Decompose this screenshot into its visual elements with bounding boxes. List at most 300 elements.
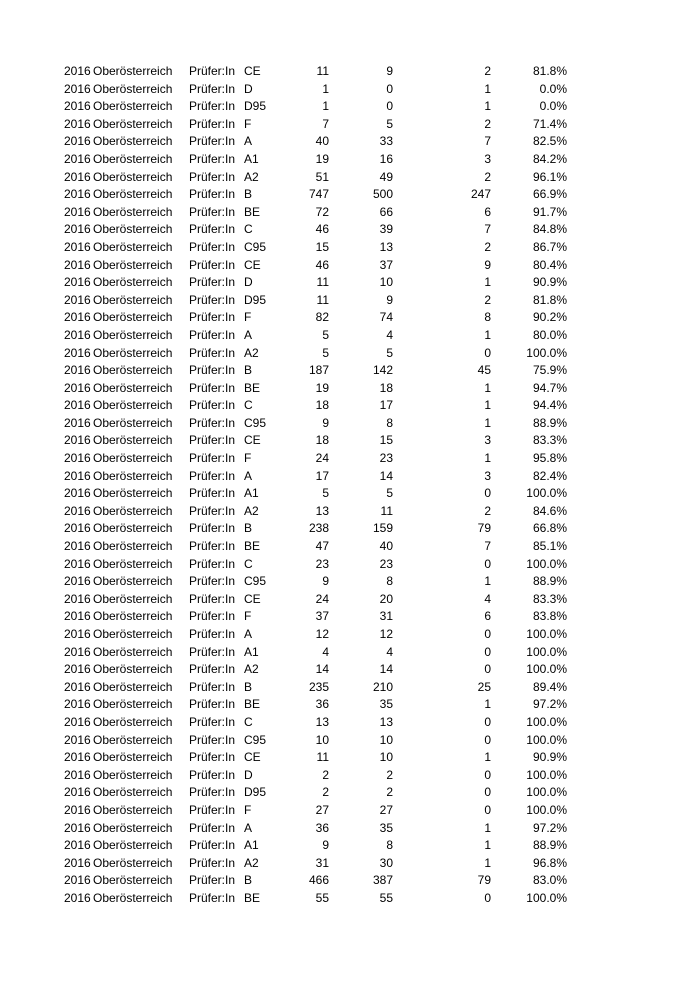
total-cell: 46	[315, 222, 329, 237]
license-class-cell: A	[244, 327, 253, 342]
table-row	[0, 626, 700, 644]
license-class-cell: C95	[244, 574, 267, 589]
passed-cell: 5	[386, 345, 393, 360]
region-cell: Oberösterreich	[93, 890, 173, 905]
license-class-cell: A	[244, 820, 253, 835]
table-row	[0, 380, 700, 398]
total-cell: 9	[322, 838, 329, 853]
total-cell: 1	[322, 81, 329, 96]
year-cell: 2016	[64, 679, 91, 694]
failed-cell: 0	[484, 345, 491, 360]
license-class-cell: A	[244, 627, 253, 641]
total-cell: 11	[316, 275, 329, 290]
role-cell: Prüfer:In	[189, 134, 236, 149]
region-cell: Oberösterreich	[93, 363, 173, 378]
role-cell: Prüfer:In	[189, 556, 236, 571]
year-cell: 2016	[64, 697, 91, 712]
pass-rate-cell: 90.2%	[532, 310, 567, 325]
table-row	[0, 749, 700, 767]
region-cell: Oberösterreich	[93, 292, 173, 307]
role-cell: Prüfer:In	[189, 855, 236, 870]
role-cell: Prüfer:In	[189, 785, 236, 800]
role-cell: Prüfer:In	[189, 750, 236, 765]
license-class-cell: F	[244, 310, 252, 325]
passed-cell: 159	[372, 521, 393, 536]
license-class-cell: C95	[244, 415, 267, 430]
pass-rate-cell: 88.9%	[532, 415, 567, 430]
table-row	[0, 81, 700, 99]
role-cell: Prüfer:In	[189, 222, 236, 237]
passed-cell: 31	[379, 609, 393, 624]
year-cell: 2016	[64, 574, 91, 589]
year-cell: 2016	[64, 503, 91, 518]
total-cell: 15	[315, 239, 329, 254]
pass-rate-cell: 97.2%	[532, 820, 567, 835]
pass-rate-cell: 100.0%	[526, 486, 567, 501]
pass-rate-cell: 82.4%	[532, 468, 567, 483]
year-cell: 2016	[64, 64, 91, 78]
failed-cell: 0	[484, 644, 491, 659]
pass-rate-cell: 83.8%	[532, 609, 567, 624]
region-cell: Oberösterreich	[93, 310, 173, 325]
table-row	[0, 151, 700, 169]
license-class-cell: CE	[244, 591, 261, 606]
license-class-cell: A	[244, 468, 253, 483]
year-cell: 2016	[64, 415, 91, 430]
region-cell: Oberösterreich	[93, 503, 173, 518]
passed-cell: 23	[379, 451, 393, 466]
region-cell: Oberösterreich	[93, 327, 173, 342]
table-row	[0, 169, 700, 187]
failed-cell: 1	[484, 398, 491, 413]
pass-rate-cell: 100.0%	[526, 732, 567, 747]
pass-rate-cell: 66.8%	[532, 521, 567, 536]
region-cell: Oberösterreich	[93, 169, 173, 184]
passed-cell: 74	[379, 310, 393, 325]
region-cell: Oberösterreich	[93, 732, 173, 747]
total-cell: 18	[315, 398, 329, 413]
failed-cell: 25	[477, 679, 491, 694]
year-cell: 2016	[64, 81, 91, 96]
license-class-cell: A2	[244, 503, 259, 518]
table-row	[0, 204, 700, 222]
passed-cell: 11	[380, 503, 393, 518]
failed-cell: 1	[484, 415, 491, 430]
passed-cell: 2	[386, 785, 393, 800]
pass-rate-cell: 100.0%	[526, 662, 567, 677]
region-cell: Oberösterreich	[93, 873, 173, 888]
role-cell: Prüfer:In	[189, 662, 236, 677]
failed-cell: 7	[484, 539, 491, 554]
passed-cell: 210	[372, 679, 393, 694]
role-cell: Prüfer:In	[189, 644, 236, 659]
data-table	[0, 63, 700, 908]
pass-rate-cell: 100.0%	[526, 644, 567, 659]
region-cell: Oberösterreich	[93, 591, 173, 606]
total-cell: 9	[322, 415, 329, 430]
passed-cell: 16	[379, 151, 393, 166]
total-cell: 27	[315, 802, 329, 817]
pass-rate-cell: 84.8%	[532, 222, 567, 237]
failed-cell: 1	[484, 855, 491, 870]
pass-rate-cell: 80.0%	[532, 327, 567, 342]
region-cell: Oberösterreich	[93, 380, 173, 395]
pass-rate-cell: 100.0%	[526, 714, 567, 729]
total-cell: 12	[315, 627, 329, 641]
failed-cell: 0	[484, 802, 491, 817]
region-cell: Oberösterreich	[93, 187, 173, 202]
role-cell: Prüfer:In	[189, 627, 236, 641]
region-cell: Oberösterreich	[93, 275, 173, 290]
region-cell: Oberösterreich	[93, 116, 173, 131]
role-cell: Prüfer:In	[189, 345, 236, 360]
table-row	[0, 274, 700, 292]
failed-cell: 0	[484, 714, 491, 729]
year-cell: 2016	[64, 662, 91, 677]
license-class-cell: A1	[244, 486, 259, 501]
failed-cell: 2	[484, 503, 491, 518]
table-row	[0, 784, 700, 802]
table-row	[0, 644, 700, 662]
pass-rate-cell: 81.8%	[532, 64, 567, 78]
pass-rate-cell: 97.2%	[532, 697, 567, 712]
license-class-cell: C	[244, 714, 253, 729]
table-row	[0, 186, 700, 204]
total-cell: 187	[308, 363, 329, 378]
license-class-cell: B	[244, 679, 253, 694]
passed-cell: 20	[379, 591, 393, 606]
license-class-cell: C95	[244, 239, 267, 254]
table-row	[0, 257, 700, 275]
role-cell: Prüfer:In	[189, 310, 236, 325]
total-cell: 5	[322, 345, 329, 360]
failed-cell: 79	[477, 521, 491, 536]
license-class-cell: C	[244, 398, 253, 413]
failed-cell: 0	[484, 662, 491, 677]
year-cell: 2016	[64, 591, 91, 606]
passed-cell: 49	[379, 169, 393, 184]
region-cell: Oberösterreich	[93, 714, 173, 729]
role-cell: Prüfer:In	[189, 574, 236, 589]
pass-rate-cell: 85.1%	[532, 539, 567, 554]
role-cell: Prüfer:In	[189, 820, 236, 835]
role-cell: Prüfer:In	[189, 398, 236, 413]
total-cell: 31	[315, 855, 329, 870]
year-cell: 2016	[64, 820, 91, 835]
region-cell: Oberösterreich	[93, 451, 173, 466]
year-cell: 2016	[64, 890, 91, 905]
total-cell: 13	[315, 714, 329, 729]
role-cell: Prüfer:In	[189, 521, 236, 536]
passed-cell: 13	[379, 239, 393, 254]
pass-rate-cell: 96.1%	[532, 169, 567, 184]
total-cell: 7	[322, 116, 329, 131]
year-cell: 2016	[64, 785, 91, 800]
role-cell: Prüfer:In	[189, 327, 236, 342]
passed-cell: 18	[379, 380, 393, 395]
role-cell: Prüfer:In	[189, 415, 236, 430]
passed-cell: 17	[379, 398, 393, 413]
total-cell: 11	[316, 292, 329, 307]
license-class-cell: BE	[244, 890, 261, 905]
role-cell: Prüfer:In	[189, 697, 236, 712]
license-class-cell: BE	[244, 697, 261, 712]
table-row	[0, 292, 700, 310]
year-cell: 2016	[64, 539, 91, 554]
region-cell: Oberösterreich	[93, 151, 173, 166]
region-cell: Oberösterreich	[93, 222, 173, 237]
passed-cell: 12	[379, 627, 393, 641]
license-class-cell: F	[244, 802, 252, 817]
table-row	[0, 661, 700, 679]
license-class-cell: B	[244, 363, 253, 378]
total-cell: 36	[315, 697, 329, 712]
table-row	[0, 362, 700, 380]
table-row	[0, 503, 700, 521]
license-class-cell: B	[244, 873, 253, 888]
failed-cell: 1	[484, 820, 491, 835]
failed-cell: 3	[484, 433, 491, 448]
table-row	[0, 345, 700, 363]
passed-cell: 8	[386, 838, 393, 853]
license-class-cell: CE	[244, 433, 261, 448]
passed-cell: 8	[386, 415, 393, 430]
year-cell: 2016	[64, 732, 91, 747]
year-cell: 2016	[64, 292, 91, 307]
pass-rate-cell: 86.7%	[532, 239, 567, 254]
role-cell: Prüfer:In	[189, 239, 236, 254]
table-row	[0, 732, 700, 750]
failed-cell: 1	[484, 275, 491, 290]
passed-cell: 40	[379, 539, 393, 554]
pass-rate-cell: 95.8%	[532, 451, 567, 466]
license-class-cell: CE	[244, 64, 261, 78]
region-cell: Oberösterreich	[93, 609, 173, 624]
region-cell: Oberösterreich	[93, 433, 173, 448]
table-row	[0, 415, 700, 433]
year-cell: 2016	[64, 275, 91, 290]
year-cell: 2016	[64, 134, 91, 149]
role-cell: Prüfer:In	[189, 99, 236, 114]
table-row	[0, 820, 700, 838]
total-cell: 1	[322, 99, 329, 114]
role-cell: Prüfer:In	[189, 151, 236, 166]
region-cell: Oberösterreich	[93, 415, 173, 430]
license-class-cell: B	[244, 521, 253, 536]
license-class-cell: D	[244, 81, 253, 96]
pass-rate-cell: 0.0%	[539, 81, 567, 96]
table-row	[0, 239, 700, 257]
pass-rate-cell: 88.9%	[532, 838, 567, 853]
failed-cell: 3	[484, 468, 491, 483]
table-row	[0, 133, 700, 151]
pass-rate-cell: 83.0%	[532, 873, 567, 888]
region-cell: Oberösterreich	[93, 574, 173, 589]
total-cell: 9	[322, 574, 329, 589]
year-cell: 2016	[64, 627, 91, 641]
license-class-cell: BE	[244, 539, 261, 554]
total-cell: 55	[315, 890, 329, 905]
role-cell: Prüfer:In	[189, 169, 236, 184]
license-class-cell: CE	[244, 257, 261, 272]
region-cell: Oberösterreich	[93, 539, 173, 554]
table-row	[0, 327, 700, 345]
total-cell: 19	[315, 151, 329, 166]
pass-rate-cell: 100.0%	[526, 345, 567, 360]
role-cell: Prüfer:In	[189, 257, 236, 272]
total-cell: 24	[315, 591, 329, 606]
year-cell: 2016	[64, 187, 91, 202]
license-class-cell: CE	[244, 750, 261, 765]
passed-cell: 37	[379, 257, 393, 272]
year-cell: 2016	[64, 239, 91, 254]
region-cell: Oberösterreich	[93, 99, 173, 114]
pass-rate-cell: 96.8%	[532, 855, 567, 870]
year-cell: 2016	[64, 310, 91, 325]
total-cell: 11	[316, 750, 329, 765]
license-class-cell: D95	[244, 99, 267, 114]
failed-cell: 9	[484, 257, 491, 272]
passed-cell: 33	[379, 134, 393, 149]
pass-rate-cell: 83.3%	[532, 433, 567, 448]
failed-cell: 8	[484, 310, 491, 325]
role-cell: Prüfer:In	[189, 873, 236, 888]
failed-cell: 6	[484, 204, 491, 219]
failed-cell: 2	[484, 116, 491, 131]
role-cell: Prüfer:In	[189, 204, 236, 219]
role-cell: Prüfer:In	[189, 275, 236, 290]
failed-cell: 1	[484, 380, 491, 395]
role-cell: Prüfer:In	[189, 679, 236, 694]
role-cell: Prüfer:In	[189, 838, 236, 853]
license-class-cell: F	[244, 116, 252, 131]
table-row	[0, 872, 700, 890]
failed-cell: 1	[484, 838, 491, 853]
total-cell: 2	[322, 767, 329, 782]
pass-rate-cell: 100.0%	[526, 627, 567, 641]
region-cell: Oberösterreich	[93, 644, 173, 659]
total-cell: 18	[315, 433, 329, 448]
total-cell: 4	[322, 644, 329, 659]
year-cell: 2016	[64, 873, 91, 888]
license-class-cell: A2	[244, 855, 259, 870]
total-cell: 466	[308, 873, 329, 888]
role-cell: Prüfer:In	[189, 380, 236, 395]
year-cell: 2016	[64, 204, 91, 219]
passed-cell: 14	[379, 468, 393, 483]
total-cell: 11	[316, 64, 329, 78]
year-cell: 2016	[64, 486, 91, 501]
role-cell: Prüfer:In	[189, 732, 236, 747]
year-cell: 2016	[64, 433, 91, 448]
total-cell: 82	[315, 310, 329, 325]
failed-cell: 3	[484, 151, 491, 166]
role-cell: Prüfer:In	[189, 363, 236, 378]
pass-rate-cell: 66.9%	[532, 187, 567, 202]
year-cell: 2016	[64, 345, 91, 360]
role-cell: Prüfer:In	[189, 539, 236, 554]
license-class-cell: A1	[244, 838, 259, 853]
table-row	[0, 714, 700, 732]
passed-cell: 55	[379, 890, 393, 905]
year-cell: 2016	[64, 838, 91, 853]
passed-cell: 4	[386, 644, 393, 659]
license-class-cell: A	[244, 134, 253, 149]
pass-rate-cell: 91.7%	[532, 204, 567, 219]
region-cell: Oberösterreich	[93, 521, 173, 536]
passed-cell: 0	[386, 99, 393, 114]
failed-cell: 0	[484, 767, 491, 782]
total-cell: 72	[315, 204, 329, 219]
license-class-cell: C95	[244, 732, 267, 747]
failed-cell: 0	[484, 732, 491, 747]
failed-cell: 0	[484, 556, 491, 571]
failed-cell: 1	[484, 451, 491, 466]
year-cell: 2016	[64, 468, 91, 483]
failed-cell: 1	[484, 327, 491, 342]
passed-cell: 142	[372, 363, 393, 378]
license-class-cell: F	[244, 451, 252, 466]
table-row	[0, 837, 700, 855]
region-cell: Oberösterreich	[93, 345, 173, 360]
table-row	[0, 432, 700, 450]
license-class-cell: A2	[244, 662, 259, 677]
year-cell: 2016	[64, 169, 91, 184]
passed-cell: 10	[379, 732, 393, 747]
total-cell: 17	[315, 468, 329, 483]
pass-rate-cell: 83.3%	[532, 591, 567, 606]
total-cell: 40	[315, 134, 329, 149]
failed-cell: 1	[484, 750, 491, 765]
failed-cell: 1	[484, 99, 491, 114]
total-cell: 13	[315, 503, 329, 518]
passed-cell: 27	[379, 802, 393, 817]
pass-rate-cell: 89.4%	[532, 679, 567, 694]
pass-rate-cell: 75.9%	[532, 363, 567, 378]
pass-rate-cell: 94.4%	[532, 398, 567, 413]
pass-rate-cell: 94.7%	[532, 380, 567, 395]
region-cell: Oberösterreich	[93, 486, 173, 501]
year-cell: 2016	[64, 380, 91, 395]
pass-rate-cell: 80.4%	[532, 257, 567, 272]
region-cell: Oberösterreich	[93, 556, 173, 571]
pass-rate-cell: 88.9%	[532, 574, 567, 589]
pass-rate-cell: 100.0%	[526, 802, 567, 817]
role-cell: Prüfer:In	[189, 591, 236, 606]
region-cell: Oberösterreich	[93, 398, 173, 413]
failed-cell: 4	[484, 591, 491, 606]
failed-cell: 0	[484, 785, 491, 800]
passed-cell: 5	[386, 486, 393, 501]
license-class-cell: D	[244, 767, 253, 782]
role-cell: Prüfer:In	[189, 468, 236, 483]
role-cell: Prüfer:In	[189, 767, 236, 782]
role-cell: Prüfer:In	[189, 292, 236, 307]
total-cell: 46	[315, 257, 329, 272]
role-cell: Prüfer:In	[189, 116, 236, 131]
role-cell: Prüfer:In	[189, 802, 236, 817]
role-cell: Prüfer:In	[189, 890, 236, 905]
year-cell: 2016	[64, 151, 91, 166]
failed-cell: 2	[484, 64, 491, 78]
total-cell: 5	[322, 486, 329, 501]
failed-cell: 79	[477, 873, 491, 888]
year-cell: 2016	[64, 714, 91, 729]
passed-cell: 4	[386, 327, 393, 342]
license-class-cell: B	[244, 187, 253, 202]
year-cell: 2016	[64, 451, 91, 466]
license-class-cell: BE	[244, 204, 261, 219]
